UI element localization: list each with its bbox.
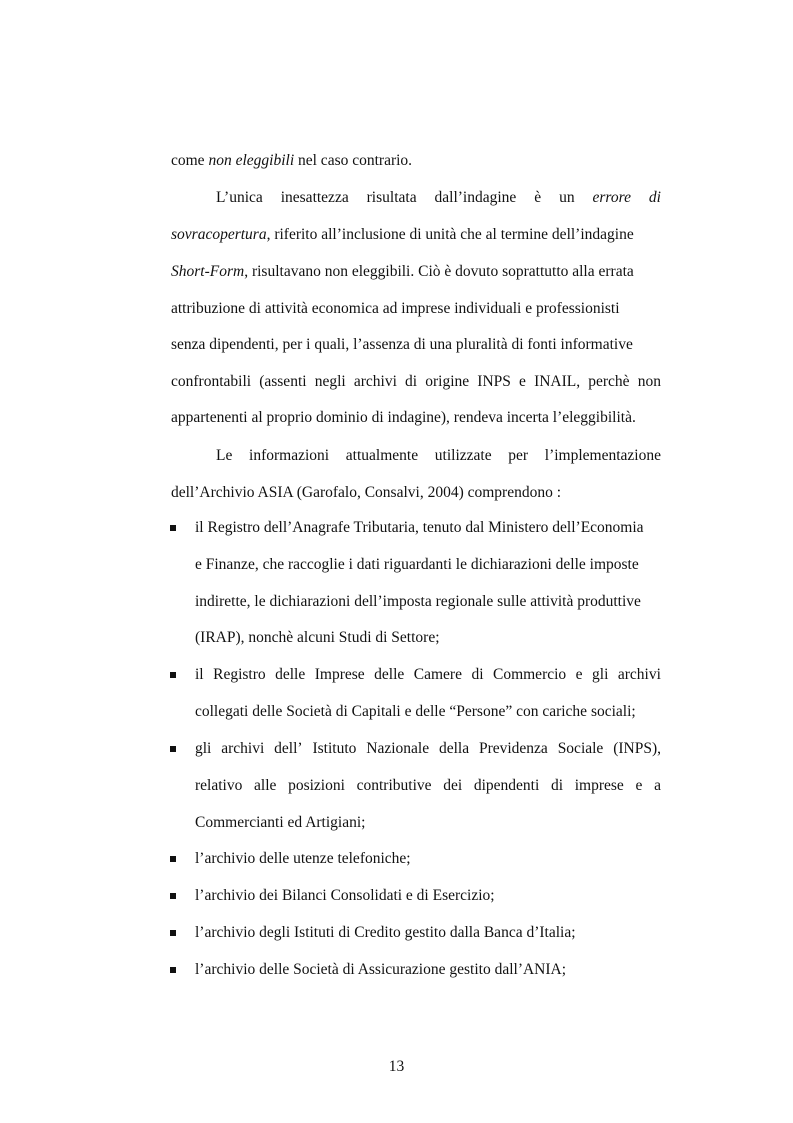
list-item-1-line-3: indirette, le dichiarazioni dell’imposta regionale sulle attività produttive [195,593,641,610]
bullet-icon [170,672,176,678]
list-item-1-line-4: (IRAP), nonchè alcuni Studi di Settore; [195,629,440,646]
list-item-4: l’archivio delle utenze telefoniche; [195,850,411,867]
list-item-5: l’archivio dei Bilanci Consolidati e di Esercizio; [195,887,495,904]
paragraph-2-line-3: Short-Form, risultavano non eleggibili. Ciò è dovuto soprattutto alla errata [171,263,634,280]
paragraph-2-line-2: sovracopertura, riferito all’inclusione di unità che al termine dell’indagine [171,226,634,243]
paragraph-2-line-5: senza dipendenti, per i quali, l’assenza di una pluralità di fonti informative [171,336,633,353]
list-item-6: l’archivio degli Istituti di Credito gestito dalla Banca d’Italia; [195,924,576,941]
paragraph-2-line-1: L’unica inesattezza risultata dall’indagine è un errore di [216,189,661,206]
list-item-1-line-1: il Registro dell’Anagrafe Tributaria, tenuto dal Ministero dell’Economia [195,519,644,536]
paragraph-2-line-4: attribuzione di attività economica ad imprese individuali e professionisti [171,300,620,317]
paragraph-2-line-7: appartenenti al proprio dominio di indagine), rendeva incerta l’eleggibilità. [171,409,636,426]
list-item-3-line-3: Commercianti ed Artigiani; [195,814,366,831]
bullet-icon [170,967,176,973]
list-item-1-line-2: e Finanze, che raccoglie i dati riguardanti le dichiarazioni delle imposte [195,556,639,573]
list-item-3-line-1: gli archivi dell’ Istituto Nazionale della Previdenza Sociale (INPS), [195,740,661,757]
paragraph-3-line-1: Le informazioni attualmente utilizzate per l’implementazione [216,447,661,464]
list-item-2-line-1: il Registro delle Imprese delle Camere di Commercio e gli archivi [195,666,661,683]
bullet-icon [170,525,176,531]
bullet-icon [170,893,176,899]
bullet-icon [170,856,176,862]
bullet-icon [170,930,176,936]
bullet-icon [170,746,176,752]
paragraph-2-line-6: confrontabili (assenti negli archivi di origine INPS e INAIL, perchè non [171,373,661,390]
paragraph-1-line-1: come non eleggibili nel caso contrario. [171,152,413,169]
list-item-2-line-2: collegati delle Società di Capitali e delle “Persone” con cariche sociali; [195,703,636,720]
page-number: 13 [388,1058,405,1075]
list-item-7: l’archivio delle Società di Assicurazione gestito dall’ANIA; [195,961,567,978]
paragraph-3-line-2: dell’Archivio ASIA (Garofalo, Consalvi, 2004) comprendono : [171,484,562,501]
list-item-3-line-2: relativo alle posizioni contributive dei dipendenti di imprese e a [195,777,661,794]
